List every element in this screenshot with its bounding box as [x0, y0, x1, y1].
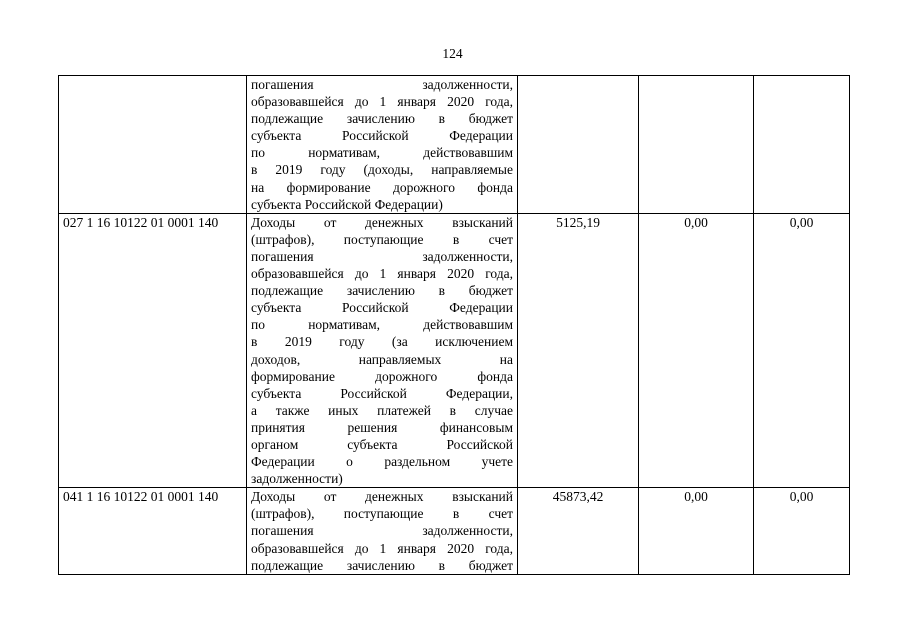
description-line: доходов, направляемых на — [251, 351, 513, 367]
description-line: субъекта Российской Федерации) — [251, 196, 443, 212]
description-line: (штрафов), поступающие в счет — [251, 506, 513, 522]
description-line: в 2019 году (доходы, направляемые — [251, 162, 513, 178]
table-row — [59, 488, 850, 574]
description-line: Доходы от денежных взысканий — [251, 489, 513, 505]
description-line: а также иных платежей в случае — [251, 402, 513, 418]
description-line: Федерации о раздельном учете — [251, 454, 513, 470]
description-line: образовавшейся до 1 января 2020 года, — [251, 94, 513, 110]
description-line: в 2019 году (за исключением — [251, 334, 513, 350]
description-line: образовавшейся до 1 января 2020 года, — [251, 266, 513, 282]
value-2022-cell — [754, 76, 850, 214]
value-2020-cell: 45873,42 — [518, 488, 639, 574]
table-row — [59, 213, 850, 488]
table-row — [59, 76, 850, 214]
value-2021-cell: 0,00 — [639, 213, 754, 488]
description-line: подлежащие зачислению в бюджет — [251, 111, 513, 127]
description-cell — [247, 488, 518, 574]
description-line: органом субъекта Российской — [251, 436, 513, 452]
value-2022-cell: 0,00 — [754, 488, 850, 574]
value-2020-cell: 5125,19 — [518, 213, 639, 488]
description-line: образовавшейся до 1 января 2020 года, — [251, 540, 513, 556]
description-line: Доходы от денежных взысканий — [251, 214, 513, 230]
description-line: задолженности) — [251, 471, 343, 487]
description-line: подлежащие зачислению в бюджет — [251, 557, 513, 573]
description-line: по нормативам, действовавшим — [251, 317, 513, 333]
value-2022-cell: 0,00 — [754, 213, 850, 488]
description-cell — [247, 213, 518, 488]
description-line: погашения задолженности, — [251, 523, 513, 539]
description-line: формирование дорожного фонда — [251, 368, 513, 384]
revenue-table — [58, 75, 850, 575]
description-line: по нормативам, действовавшим — [251, 145, 513, 161]
budget-code-cell: 027 1 16 10122 01 0001 140 — [59, 213, 247, 488]
description-line: на формирование дорожного фонда — [251, 179, 513, 195]
description-line: погашения задолженности, — [251, 248, 513, 264]
value-2021-cell: 0,00 — [639, 488, 754, 574]
page-number: 124 — [442, 46, 463, 61]
description-line: подлежащие зачислению в бюджет — [251, 283, 513, 299]
description-line: субъекта Российской Федерации, — [251, 385, 513, 401]
description-cell — [247, 76, 518, 214]
budget-code-cell — [59, 76, 247, 214]
description-line: субъекта Российской Федерации — [251, 128, 513, 144]
description-line: субъекта Российской Федерации — [251, 300, 513, 316]
description-line: погашения задолженности, — [251, 77, 513, 92]
description-line: (штрафов), поступающие в счет — [251, 231, 513, 247]
budget-code-cell: 041 1 16 10122 01 0001 140 — [59, 488, 247, 574]
value-2020-cell — [518, 76, 639, 214]
value-2021-cell — [639, 76, 754, 214]
description-line: принятия решения финансовым — [251, 419, 513, 435]
